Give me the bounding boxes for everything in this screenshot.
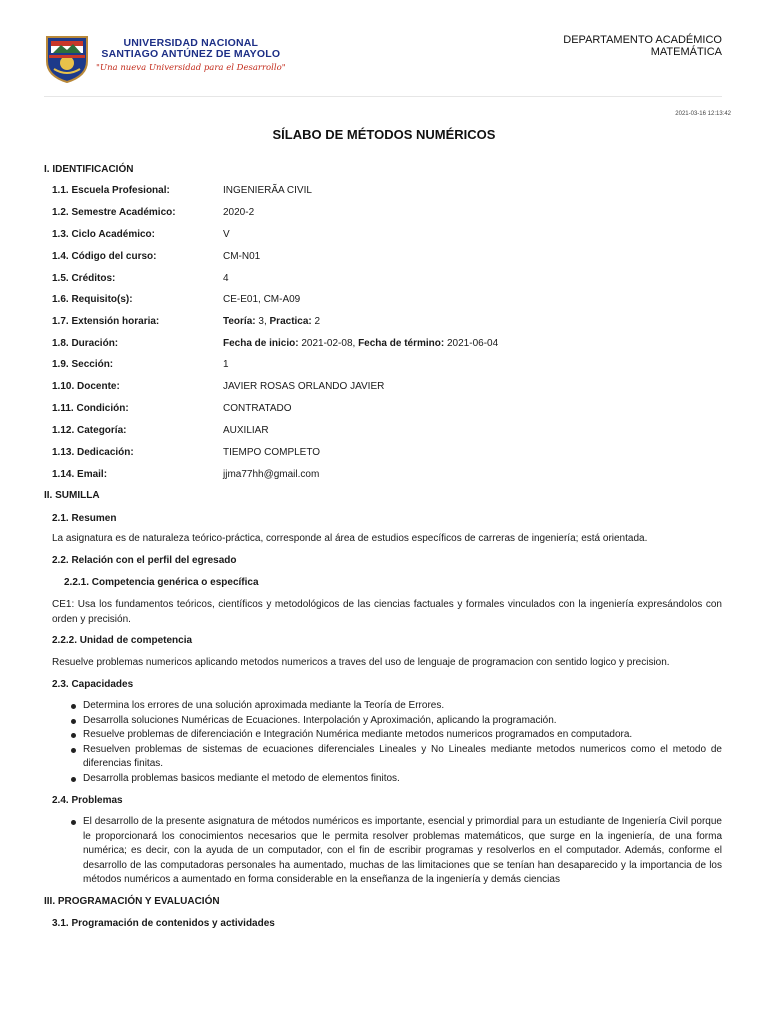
list-item: Determina los errores de una solución aproximada mediante la Teoría de Errores. [70, 699, 722, 714]
id-value-part: 2 [311, 316, 321, 327]
id-label: 1.3. Ciclo Académico: [52, 229, 155, 240]
section-heading-identificacion: I. IDENTIFICACIÓN [44, 164, 134, 175]
department-line2: MATEMÁTICA [650, 46, 722, 58]
problemas-list [70, 815, 722, 888]
list-item: Desarrolla soluciones Numéricas de Ecuaciones. Interpolación y Aproximación, aplicando la programación. [70, 714, 722, 729]
email-link[interactable]: jjma77hh@gmail.com [223, 469, 320, 480]
id-value: CM-N01 [223, 251, 261, 262]
university-logo [44, 33, 286, 85]
id-label: 1.6. Requisito(s): [52, 294, 133, 305]
id-value: 1 [223, 359, 229, 370]
resumen-text: La asignatura es de naturaleza teórico-práctica, corresponde al área de estudios específicos de carreras de ingeniería; está orientada. [52, 533, 648, 544]
subheading-resumen: 2.1. Resumen [52, 513, 117, 524]
university-name-line2: SANTIAGO ANTÚNEZ DE MAYOLO [101, 48, 281, 60]
department-line1: DEPARTAMENTO ACADÉMICO [563, 34, 722, 46]
university-seal-icon [44, 33, 90, 83]
page-title: SÍLABO DE MÉTODOS NUMÉRICOS [272, 127, 496, 142]
subheading-problemas: 2.4. Problemas [52, 795, 123, 806]
id-label: 1.5. Créditos: [52, 273, 116, 284]
section-heading-sumilla: II. SUMILLA [44, 490, 100, 501]
id-label: 1.9. Sección: [52, 359, 114, 370]
university-motto: "Una nueva Universidad para el Desarrollo" [96, 63, 286, 73]
list-item: El desarrollo de la presente asignatura de métodos numéricos es importante, esencial y primordial para un estudiante de Ingeniería Civil porque le proporcionará los conocimientos necesarios que le permita resolver problemas matemáticos, que surge en la ingeniería, de una forma numérica; es decir, con la ayuda de un computador, con el fin de escribir programas y resolverlos en el computador. Además, conforme el desarrollo de las computadoras personales ha aumentado, muchas de las limitaciones que se tenían han desaparecido y la importancia de los métodos numéricos a aumentado en forma considerable en la enseñanza de la ingeniería y demás ciencias [70, 815, 722, 888]
id-value: AUXILIAR [223, 425, 269, 436]
id-value-key: Fecha de término: [358, 338, 445, 349]
generated-timestamp: 2021-03-16 12:13:42 [675, 111, 731, 117]
id-label: 1.12. Categoría: [52, 425, 127, 436]
id-value-key: Fecha de inicio: [223, 338, 299, 349]
unidad-text: Resuelve problemas numericos aplicando metodos numericos a traves del uso de lenguaje de programacion con sentido logico y precision. [52, 657, 670, 668]
competencia-text: CE1: Usa los fundamentos teóricos, científicos y metodológicos de las ciencias factuales y formales vinculados con la ingeniería expresándolos con orden y precisión. [52, 599, 722, 625]
list-item: Desarrolla problemas basicos mediante el metodo de elementos finitos. [70, 772, 722, 787]
department-label [563, 34, 722, 58]
subheading-capacidades: 2.3. Capacidades [52, 679, 134, 690]
subheading-competencia: 2.2.1. Competencia genérica o específica [64, 577, 259, 588]
id-value-part: 3, [255, 316, 270, 327]
header-divider [44, 96, 722, 97]
id-value-part: 2021-02-08, [298, 338, 359, 349]
id-label: 1.4. Código del curso: [52, 251, 157, 262]
subheading-unidad: 2.2.2. Unidad de competencia [52, 635, 193, 646]
id-label: 1.8. Duración: [52, 338, 119, 349]
id-value-part: 2021-06-04 [444, 338, 499, 349]
id-value: TIEMPO COMPLETO [223, 447, 321, 458]
id-value: 2020-2 [223, 207, 255, 218]
id-value [223, 338, 498, 349]
id-label: 1.10. Docente: [52, 381, 120, 392]
id-label: 1.2. Semestre Académico: [52, 207, 176, 218]
subheading-programacion-contenidos: 3.1. Programación de contenidos y actividades [52, 918, 275, 929]
id-value: CONTRATADO [223, 403, 292, 414]
section-heading-programacion: III. PROGRAMACIÓN Y EVALUACIÓN [44, 896, 220, 907]
id-label: 1.1. Escuela Profesional: [52, 185, 170, 196]
id-value: V [223, 229, 230, 240]
university-name-line1: UNIVERSIDAD NACIONAL [123, 37, 259, 49]
id-value: 4 [223, 273, 229, 284]
id-value: JAVIER ROSAS ORLANDO JAVIER [223, 381, 385, 392]
id-value: CE-E01, CM-A09 [223, 294, 301, 305]
id-label: 1.11. Condición: [52, 403, 129, 414]
id-value: INGENIERÃA CIVIL [223, 185, 312, 196]
id-value-key: Teoría: [223, 316, 256, 327]
subheading-relacion: 2.2. Relación con el perfil del egresado [52, 555, 237, 566]
id-label: 1.14. Email: [52, 469, 108, 480]
id-label: 1.13. Dedicación: [52, 447, 134, 458]
id-value-key: Practica: [269, 316, 312, 327]
list-item: Resuelve problemas de diferenciación e Integración Numérica mediante metodos numericos programados en computadora. [70, 728, 722, 743]
id-value [223, 316, 320, 327]
list-item: Resuelven problemas de sistemas de ecuaciones diferenciales Lineales y No Lineales mediante metodos numericos como el metodo de diferencias finitas. [70, 743, 722, 772]
id-label: 1.7. Extensión horaria: [52, 316, 160, 327]
capacidades-list [70, 699, 722, 787]
